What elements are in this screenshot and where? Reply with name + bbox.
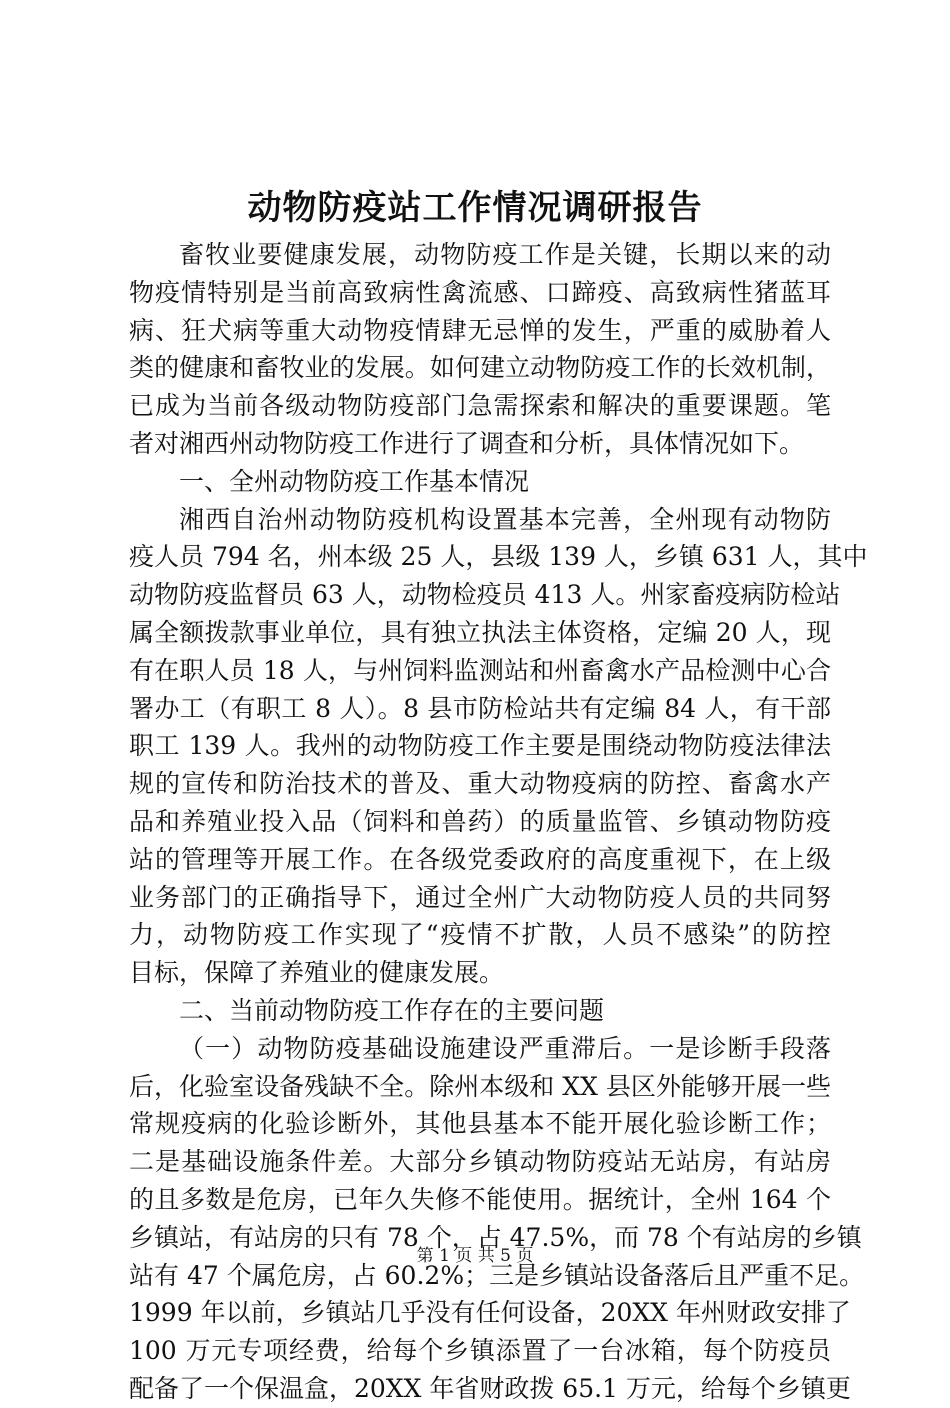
text-line: 品和养殖业投入品（饲料和兽药）的质量监管、乡镇动物防疫 (129, 806, 831, 836)
text-line: 100 万元专项经费，给每个乡镇添置了一台冰箱，每个防疫员 (129, 1336, 831, 1366)
text-line: 已成为当前各级动物防疫部门急需探索和解决的重要课题。笔 (129, 391, 831, 421)
text-line: 规的宣传和防治技术的普及、重大动物疫病的防控、畜禽水产 (129, 769, 831, 799)
text-line: 1999 年以前，乡镇站几乎没有任何设备，20XX 年州财政安排了 (129, 1298, 851, 1328)
text-line: 力，动物防疫工作实现了“疫情不扩散，人员不感染”的防控 (129, 920, 831, 950)
text-line: 病、狂犬病等重大动物疫情肆无忌惮的发生，严重的威胁着人 (129, 315, 831, 345)
text-line: （一）动物防疫基础设施建设严重滞后。一是诊断手段落 (179, 1033, 831, 1063)
text-line: 类的健康和畜牧业的发展。如何建立动物防疫工作的长效机制， (129, 353, 831, 383)
text-line: 后，化验室设备残缺不全。除州本级和 XX 县区外能够开展一些 (129, 1071, 831, 1101)
text-line: 站有 47 个属危房，占 60.2%；三是乡镇站设备落后且严重不足。 (129, 1260, 865, 1290)
page-footer: 第 1 页 共 5 页 (416, 1246, 534, 1266)
text-line: 站的管理等开展工作。在各级党委政府的高度重视下，在上级 (129, 844, 831, 874)
text-line: 者对湘西州动物防疫工作进行了调查和分析，具体情况如下。 (129, 428, 805, 458)
text-line: 有在职人员 18 人，与州饲料监测站和州畜禽水产品检测中心合 (129, 655, 831, 685)
text-line: 湘西自治州动物防疫机构设置基本完善，全州现有动物防 (179, 504, 831, 534)
text-line: 物疫情特别是当前高致病性禽流感、口蹄疫、高致病性猪蓝耳 (129, 277, 831, 307)
text-line: 署办工（有职工 8 人）。8 县市防检站共有定编 84 人，有干部 (129, 693, 831, 723)
text-line: 配备了一个保温盒，20XX 年省财政拨 65.1 万元，给每个乡镇更 (129, 1373, 851, 1403)
text-line: 二、当前动物防疫工作存在的主要问题 (179, 995, 605, 1025)
text-line: 二是基础设施条件差。大部分乡镇动物防疫站无站房，有站房 (129, 1147, 831, 1177)
text-line: 疫人员 794 名，州本级 25 人，县级 139 人，乡镇 631 人，其中 (129, 542, 868, 572)
document-title: 动物防疫站工作情况调研报告 (247, 188, 703, 228)
text-line: 的且多数是危房，已年久失修不能使用。据统计，全州 164 个 (129, 1184, 831, 1214)
text-line: 业务部门的正确指导下，通过全州广大动物防疫人员的共同努 (129, 882, 831, 912)
text-line: 一、全州动物防疫工作基本情况 (179, 466, 530, 496)
text-line: 目标，保障了养殖业的健康发展。 (129, 958, 505, 988)
text-line: 职工 139 人。我州的动物防疫工作主要是围绕动物防疫法律法 (129, 731, 831, 761)
text-line: 常规疫病的化验诊断外，其他县基本不能开展化验诊断工作； (129, 1109, 831, 1139)
document-body (129, 236, 868, 1408)
text-line: 属全额拨款事业单位，具有独立执法主体资格，定编 20 人，现 (129, 617, 831, 647)
text-line: 动物防疫监督员 63 人，动物检疫员 413 人。州家畜疫病防检站 (129, 580, 841, 610)
text-line: 畜牧业要健康发展，动物防疫工作是关键，长期以来的动 (179, 240, 831, 269)
text-line: 乡镇站，有站房的只有 78 个，占 47.5%，而 78 个有站房的乡镇 (129, 1222, 862, 1252)
